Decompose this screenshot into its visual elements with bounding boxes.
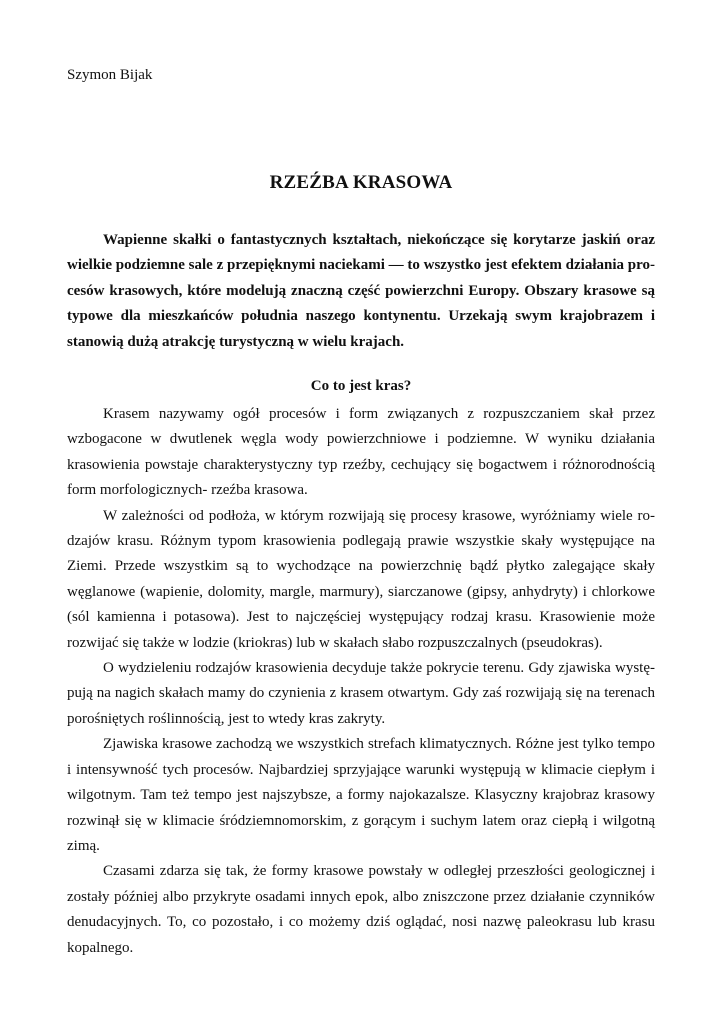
abstract-paragraph: Wapienne skałki o fantastycznych kształtach, niekończące się korytarze jaskiń oraz wielkie podziemne sale z przepięknymi naciekami — to wszystko jest efektem działania procesów krasowych, które modelują znaczną część powierzchni Europy. Obszary krasowe są typowe dla mieszkańców południa naszego kontynentu. Urzekają swym krajobrazem i stanowią dużą atrakcję turystyczną w wielu krajach.: [67, 232, 655, 350]
body-paragraph: O wydzieleniu rodzajów krasowienia decyduje także pokrycie terenu. Gdy zjawiska występują na nagich skałach mamy do czynienia z krasem otwartym. Gdy zaś rozwijają się na terenach porośniętych roślinnością, jest to wtedy kras zakryty.: [67, 660, 655, 727]
body-paragraph: Czasami zdarza się tak, że formy krasowe powstały w odległej przeszłości geologicznej i zostały później albo przykryte osadami innych epok, albo zniszczone przez działanie czynników denudacyjnych. To, co pozostało, i co możemy dziś oglądać, nosi nazwę paleokrasu lub krasu kopalnego.: [67, 863, 655, 956]
section-body: [67, 402, 655, 961]
body-paragraph: Zjawiska krasowe zachodzą we wszystkich strefach klimatycznych. Różne jest tylko tempo i intensywność tych procesów. Najbardziej sprzyjające warunki występują w klimacie ciepłym i wilgotnym. Tam też tempo jest najszybsze, a formy najokazalsze. Klasyczny krajobraz krasowy rozwinął się w klimacie śródziemnomorskim, z gorącym i suchym latem oraz ciepłą i wilgotną zimą.: [67, 736, 655, 854]
author-name: Szymon Bijak: [67, 67, 153, 83]
body-paragraph: W zależności od podłoża, w którym rozwijają się procesy krasowe, wyróżniamy wiele rodzajów krasu. Różnym typom krasowienia podlegają prawie wszystkie skały występujące na Ziemi. Przede wszystkim są to wychodzące na powierzchnię bądź płytko zalegające skały węglanowe (wapienie, dolomity, margle, marmury), siarczanowe (gipsy, anhydryty) i chlorkowe (sól kamienna i potasowa). Jest to najczęściej występujący rodzaj krasu. Krasowienie może rozwijać się także w lodzie (kriokras) lub w skałach słabo rozpuszczalnych (pseudokras).: [67, 507, 655, 651]
document-title: RZEŹBA KRASOWA: [269, 172, 453, 193]
section-heading: Co to jest kras?: [310, 378, 412, 394]
body-paragraph: Krasem nazywamy ogół procesów i form związanych z rozpuszczaniem skał przez wzbogacone w dwutlenek węgla wody powierzchniowe i podziemne. W wyniku działania krasowienia powstaje charakterystyczny typ rzeźby, cechujący się bogactwem i różnorodnością form morfologicznych- rzeźba krasowa.: [67, 406, 655, 499]
